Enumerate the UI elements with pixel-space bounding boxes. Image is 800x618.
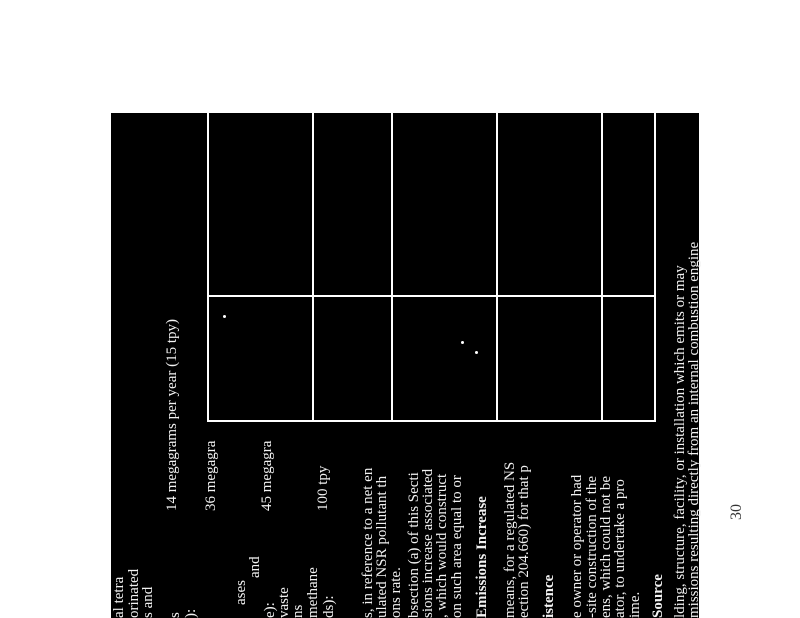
scanned-page [111, 113, 702, 618]
paragraph-line: s, in reference to a net en [360, 467, 376, 618]
section-heading: Source [650, 574, 666, 618]
paragraph-line: , which would construct [434, 473, 450, 618]
paragraph-line: ection 204.660) for that p [516, 465, 532, 618]
paragraph-line: e owner or operator had [569, 474, 585, 618]
scan-speck [461, 341, 464, 344]
left-fragment: orinated [126, 568, 142, 618]
grid-divider [391, 113, 393, 420]
threshold-value: 100 tpy [315, 465, 331, 511]
threshold-value: 45 megagra [259, 440, 275, 511]
section-heading: Emissions Increase [474, 496, 490, 618]
paragraph-line: ator, to undertake a pro [612, 479, 628, 618]
scan-speck [475, 351, 478, 354]
grid-divider [496, 113, 498, 420]
left-fragment: ases [233, 580, 249, 605]
grid-divider [209, 295, 654, 297]
paragraph-line: on such area equal to or [449, 475, 465, 618]
left-fragment: ): [183, 608, 199, 618]
left-fragment: s [167, 612, 183, 618]
threshold-value: 36 megagra [203, 440, 219, 511]
paragraph-line: ime. [627, 591, 643, 618]
left-fragment: ds): [321, 595, 337, 618]
left-fragment: s and [140, 586, 156, 618]
left-fragment: vaste [276, 587, 292, 618]
left-fragment: al tetra [111, 576, 127, 618]
paragraph-line: lding, structure, facility, or installation which emits or may [672, 265, 688, 618]
threshold-value: 14 megagrams per year (15 tpy) [164, 318, 180, 511]
grid-divider [312, 113, 314, 420]
paragraph-line: ons rate. [388, 567, 404, 618]
left-fragment: and [247, 556, 263, 578]
paragraph-line: ens, which could not be [598, 475, 614, 618]
grid-divider [601, 113, 603, 420]
paragraph-line: missions resulting directly from an internal combustion engine [686, 241, 702, 618]
paragraph-line: sions increase associated [420, 468, 436, 618]
paragraph-line: -site construction of the [584, 475, 600, 618]
page-number: 30 [728, 504, 745, 520]
left-fragment: ns [290, 604, 306, 618]
section-heading: istence [541, 574, 557, 618]
scan-speck [223, 315, 226, 318]
left-fragment: e): [262, 602, 278, 618]
paragraph-line: bsection (a) of this Secti [406, 472, 422, 618]
left-fragment: methane [305, 567, 321, 618]
paragraph-line: ulated NSR pollutant th [374, 475, 390, 618]
redaction-grid [207, 111, 656, 422]
paragraph-line: means, for a regulated NS [502, 461, 518, 618]
